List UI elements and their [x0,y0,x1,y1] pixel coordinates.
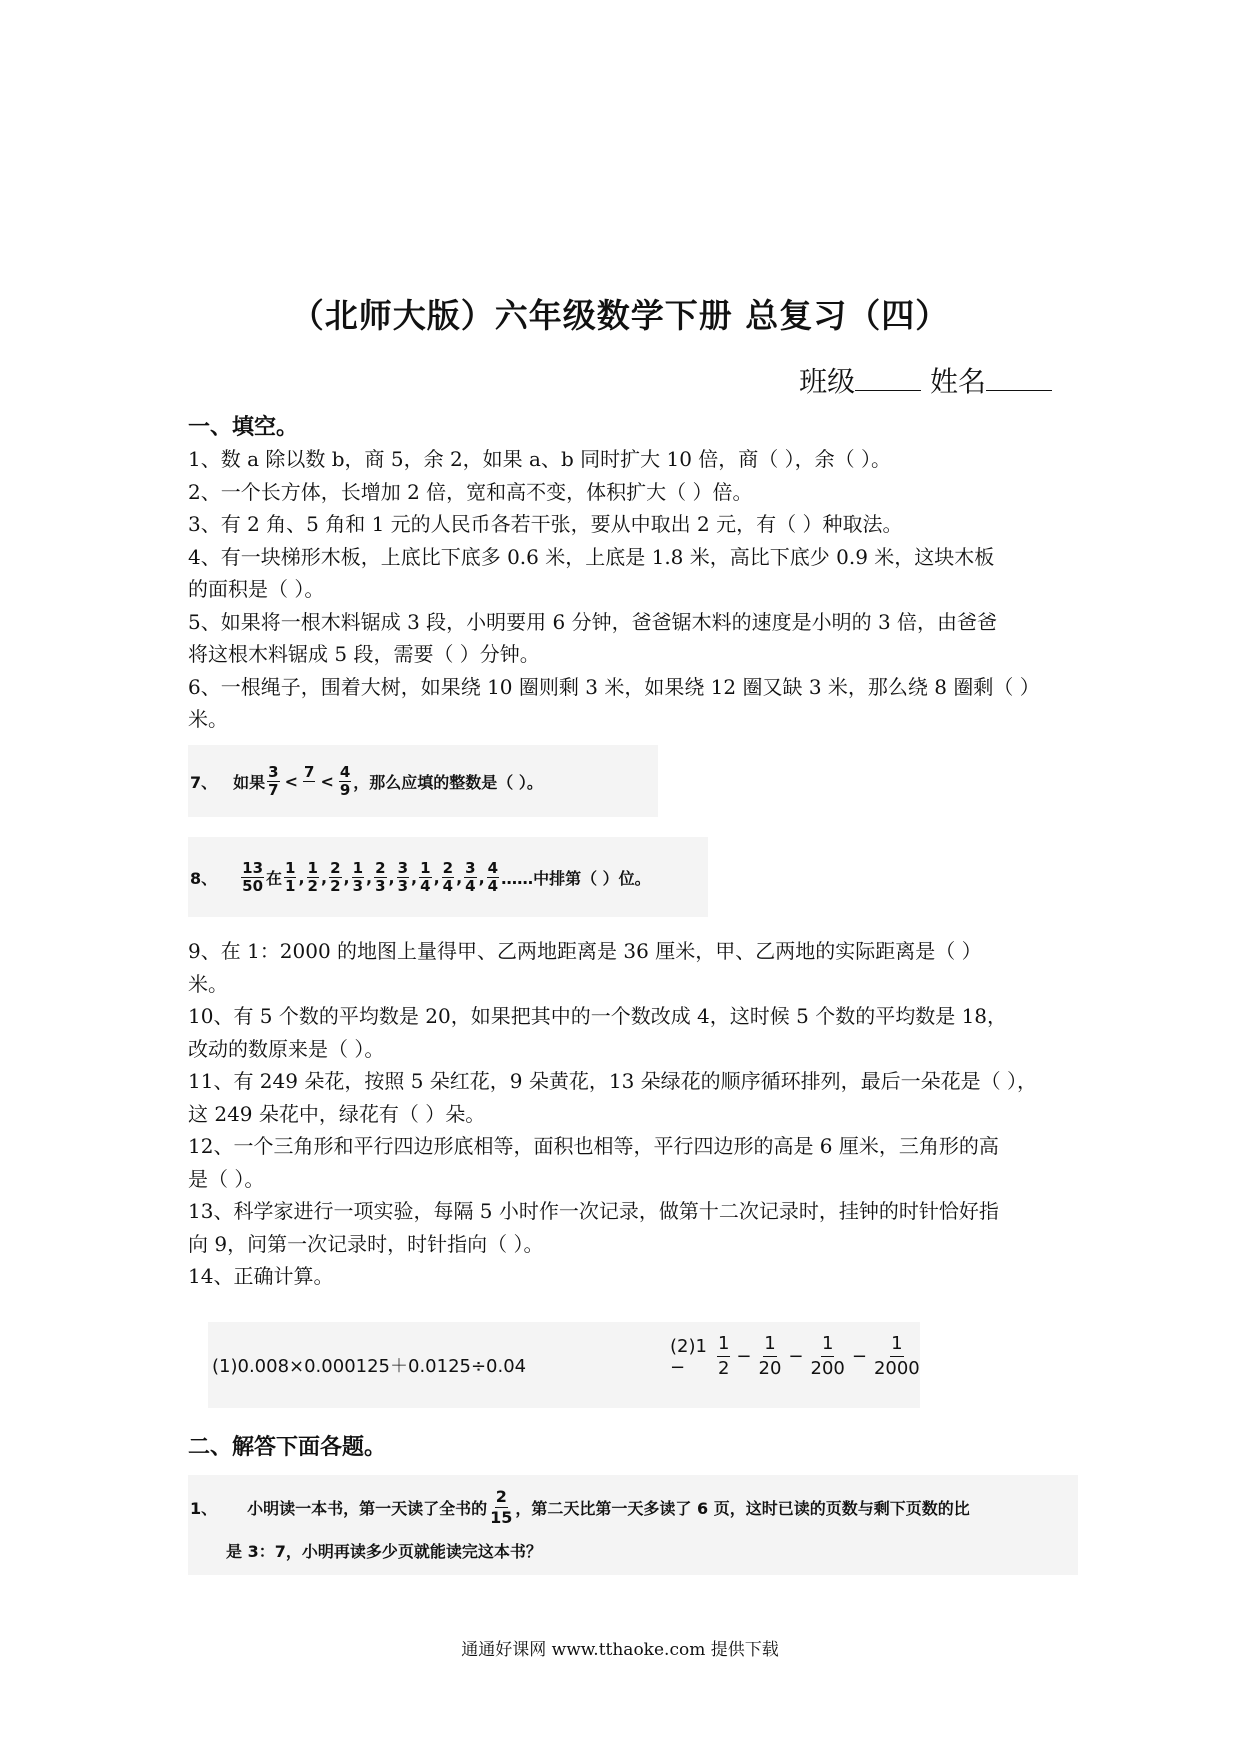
question-8-sequence-fraction: $\frac{1}{4}$ [420,858,431,895]
question-8-sequence-fraction: $\frac{1}{1}$ [285,858,296,895]
calculation-2-prefix: (2)1 − [670,1335,707,1378]
question-8-sequence-comma: , [478,867,485,887]
class-blank [855,368,921,391]
name-blank [986,368,1052,391]
calculation-2-fraction: $\frac{1}{2}$ [717,1333,730,1379]
question-8-sequence-comma: , [366,867,373,887]
fill-blank-questions-part2 [188,935,1064,1293]
calculation-2-fraction: $\frac{1}{200}$ [810,1333,845,1379]
question-8-sequence-fraction: $\frac{3}{4}$ [465,858,476,895]
question-7-number: 7、 [190,772,218,792]
question-8-sequence-fraction: $\frac{2}{2}$ [330,858,341,895]
calculation-2-minus: − [736,1346,752,1367]
question-12-line1: 12、一个三角形和平行四边形底相等，面积也相等，平行四边形的高是 6 厘米，三角形的高 [188,1134,999,1158]
calculation-1: (1)0.008×0.000125＋0.0125÷0.04 [212,1356,527,1377]
question-8-sequence-comma: , [388,867,395,887]
question-9-line2: 米。 [188,971,228,996]
section-2-title: 二、解答下面各题。 [188,1435,387,1460]
question-8-sequence-comma: , [456,867,463,887]
question-10-line2: 改动的数原来是（ ）。 [188,1036,385,1061]
question-7-less-than-2: < [320,771,334,791]
question-8-sequence-fraction: $\frac{4}{4}$ [487,858,499,895]
question-8-sequence-comma: , [343,867,350,887]
question-11-line2: 这 249 朵花中，绿花有（ ）朵。 [188,1101,486,1126]
question-7-less-than-1: < [284,771,298,791]
calculation-2 [670,1332,927,1381]
calculation-2-fraction: $\frac{1}{2000}$ [873,1333,920,1379]
question-5-line1: 5、如果将一根木料锯成 3 段，小明要用 6 分钟，爸爸锯木料的速度是小明的 3 倍，由爸爸 [188,609,998,634]
question-9-line1: 9、在 1：2000 的地图上量得甲、乙两地距离是 36 厘米，甲、乙两地的实际距离是（ ） [188,939,982,963]
calculation-2-minus: − [788,1346,804,1367]
section-1-title: 一、填空。 [188,415,299,440]
word-problem-1-line2: 是 3：7，小明再读多少页就能读完这本书？ [226,1542,542,1561]
question-6-line1: 6、一根绳子，围着大树，如果绕 10 圈则剩 3 米，如果绕 12 圈又缺 3 米，那么绕 8 圈剩（ ） [188,674,1040,699]
question-2: 2、一个长方体，长增加 2 倍，宽和高不变，体积扩大（ ）倍。 [188,479,753,504]
name-label: 姓名 [929,365,986,398]
question-11-line1: 11、有 249 朵花，按照 5 朵红花，9 朵黄花，13 朵绿花的顺序循环排列，最后一朵花是（ ）， [188,1069,1038,1093]
question-8-sequence-fraction: $\frac{2}{4}$ [442,858,454,895]
question-10-line1: 10、有 5 个数的平均数是 20，如果把其中的一个数改成 4，这时候 5 个数的平均数是 18， [188,1004,1008,1028]
question-8-target-fraction: $\frac{13}{50}$ [242,858,264,895]
word-problem-1-text-a: 小明读一本书，第一天读了全书的 [247,1499,488,1518]
question-8-figure [188,837,708,917]
question-1: 1、数 a 除以数 b，商 5，余 2，如果 a、b 同时扩大 10 倍，商（ ），余（ ）。 [188,447,892,471]
question-7-prefix: 如果 [233,772,266,792]
word-problem-1-fraction: $\frac{2}{15}$ [490,1487,513,1527]
fill-blank-questions-part1 [188,443,1064,736]
question-7-suffix: ，那么应填的整数是（ ）。 [353,772,543,792]
word-problem-1-line1 [190,1487,970,1528]
question-8-sequence-comma: , [433,867,440,887]
footer-credit: 通通好课网 www.tthaoke.com 提供下载 [461,1640,779,1660]
page-title: （北师大版）六年级数学下册 总复习（四） [290,296,950,335]
question-7-fraction-1: $\frac{3}{7}$ [268,762,279,799]
question-8-sequence-fraction: $\frac{1}{3}$ [352,858,364,895]
question-14: 14、正确计算。 [188,1264,334,1288]
question-6-line2: 米。 [188,707,228,731]
question-8-number: 8、 [190,868,218,888]
calculation-2-minus: − [851,1346,867,1367]
question-7-figure [188,745,658,817]
class-name-line [799,360,1052,400]
question-12-line2: 是（ ）。 [188,1166,265,1191]
word-problem-1-figure [188,1475,1078,1575]
calculation-figure [208,1322,920,1408]
question-8-sequence-comma: , [411,867,418,887]
question-8-sequence-comma: , [320,867,328,887]
question-8-suffix: ……中排第（ ）位。 [501,868,651,888]
question-8-sequence-fraction: $\frac{3}{3}$ [397,858,409,895]
question-7-fraction-2: 7 [304,762,315,781]
question-8-sequence-fraction: $\frac{2}{3}$ [375,858,386,895]
question-7-fraction-3: $\frac{4}{9}$ [339,762,351,799]
question-8-sequence-comma: , [298,867,305,887]
question-8-in: 在 [266,868,283,888]
word-problem-1-number: 1、 [190,1499,218,1518]
class-label: 班级 [799,365,856,398]
question-4-line1: 4、有一块梯形木板，上底比下底多 0.6 米，上底是 1.8 米，高比下底少 0.9 米，这块木板 [188,544,995,569]
question-3: 3、有 2 角、5 角和 1 元的人民币各若干张，要从中取出 2 元，有（ ）种取法。 [188,512,903,536]
question-8-sequence-fraction: $\frac{1}{2}$ [307,858,318,895]
word-problem-1-text-b: ，第二天比第一天多读了 6 页，这时已读的页数与剩下页数的比 [515,1499,970,1518]
question-13-line1: 13、科学家进行一项实验，每隔 5 小时作一次记录，做第十二次记录时，挂钟的时针恰好指 [188,1199,999,1223]
question-5-line2: 将这根木料锯成 5 段，需要（ ）分钟。 [188,642,540,666]
question-4-line2: 的面积是（ ）。 [188,577,325,601]
question-8-sequence [282,860,501,895]
question-13-line2: 向 9，问第一次记录时，时针指向（ ）。 [188,1231,544,1256]
calculation-2-fraction: $\frac{1}{20}$ [758,1333,782,1379]
